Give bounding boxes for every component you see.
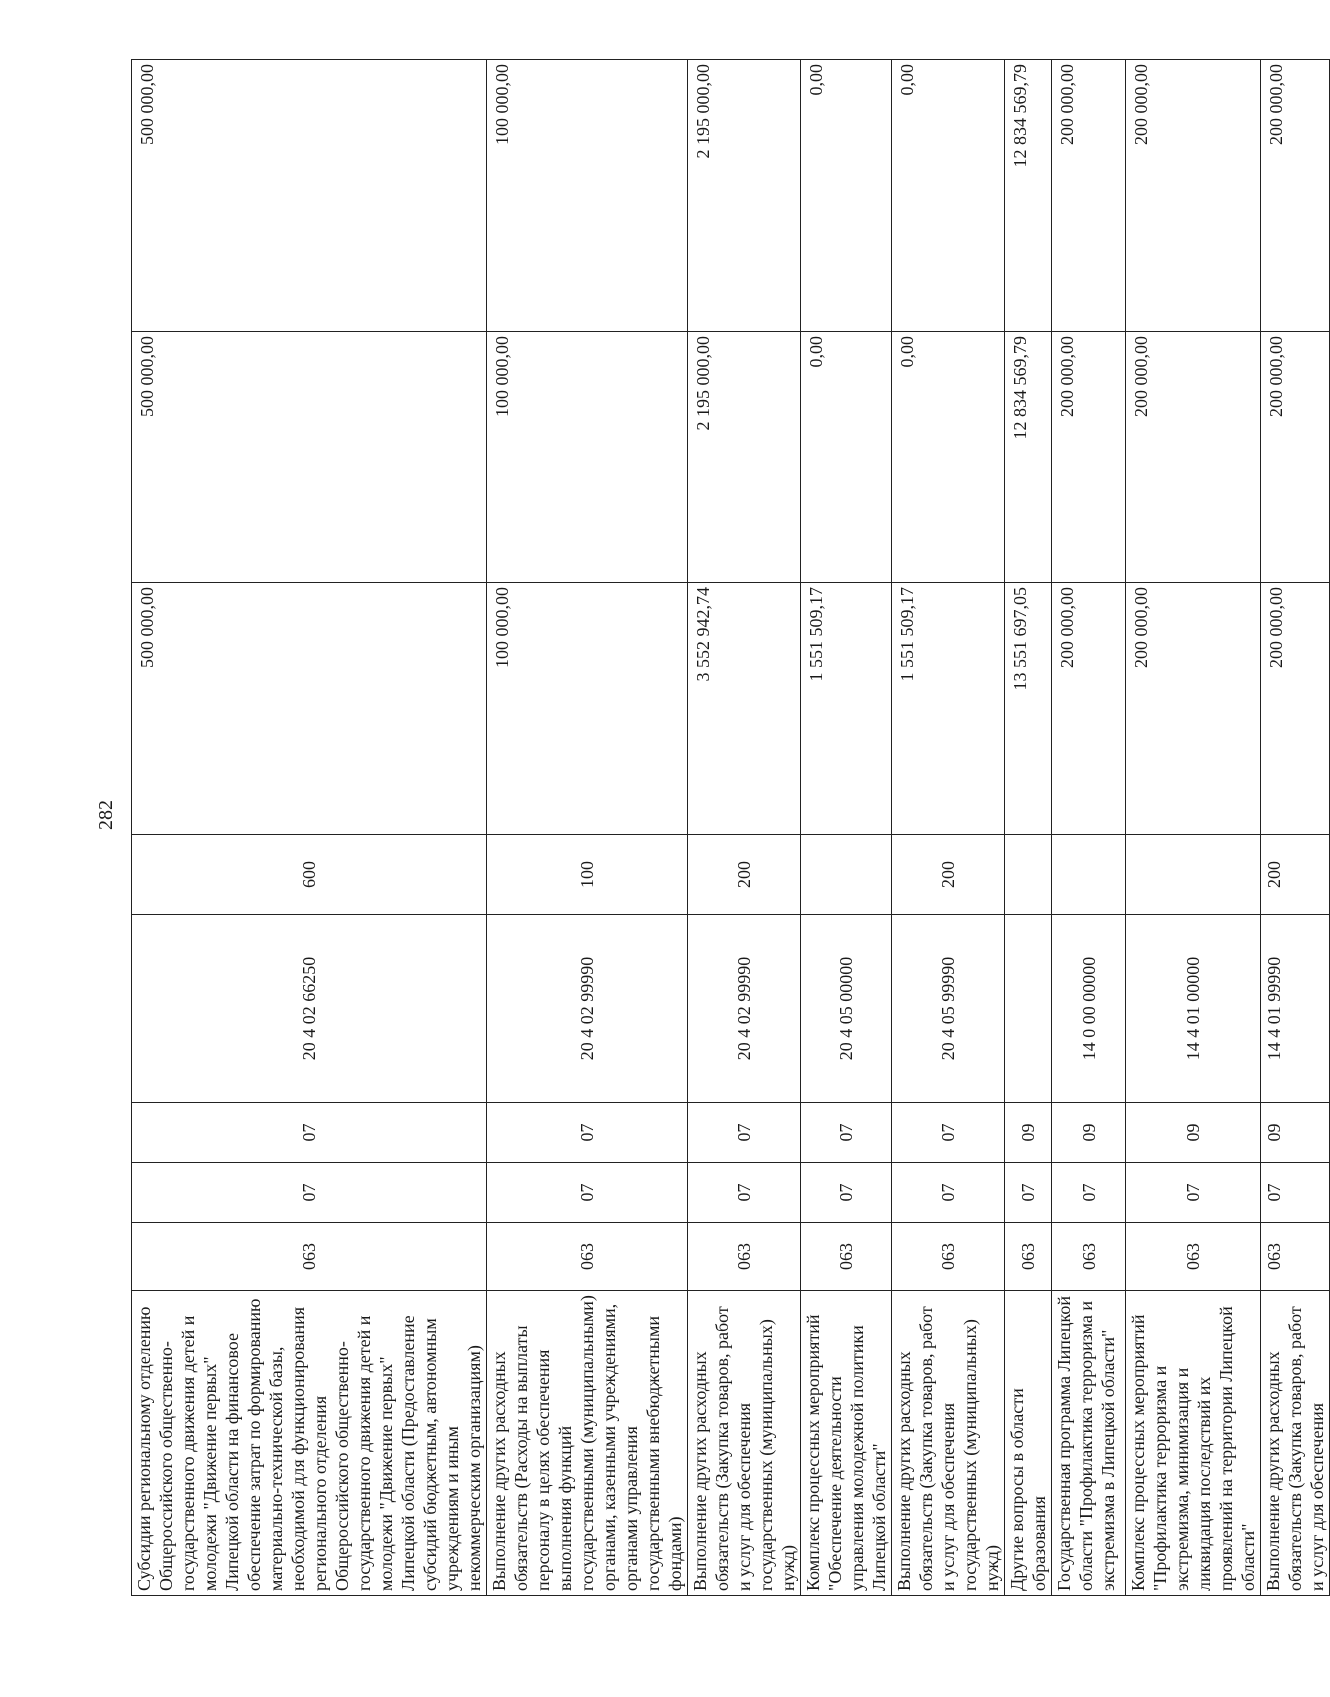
row-sum-3: 100 000,00 <box>487 60 688 332</box>
row-sum-1: 200 000,00 <box>1052 583 1126 835</box>
row-target-article: 20 4 02 99990 <box>688 915 801 1103</box>
row-sum-3: 0,00 <box>892 60 1005 332</box>
row-grbs: 063 <box>688 1223 801 1291</box>
row-subsection: 09 <box>1052 1103 1126 1163</box>
row-subsection: 09 <box>1126 1103 1261 1163</box>
row-expense-type <box>801 835 892 915</box>
row-subsection: 07 <box>892 1103 1005 1163</box>
row-section: 07 <box>132 1163 487 1223</box>
row-target-article <box>1005 915 1052 1103</box>
row-sum-2: 2 195 000,00 <box>688 332 801 583</box>
row-sum-2: 500 000,00 <box>132 332 487 583</box>
row-target-article: 20 4 02 66250 <box>132 915 487 1103</box>
row-target-article: 14 4 01 99990 <box>1261 915 1330 1103</box>
row-grbs: 063 <box>132 1223 487 1291</box>
row-sum-1: 500 000,00 <box>132 583 487 835</box>
row-target-article: 20 4 05 00000 <box>801 915 892 1103</box>
row-grbs: 063 <box>892 1223 1005 1291</box>
row-section: 07 <box>801 1163 892 1223</box>
row-grbs: 063 <box>1261 1223 1330 1291</box>
table-row <box>1005 60 1052 1596</box>
page-number: 282 <box>95 800 117 830</box>
row-name: Выполнение других расходных обязательств (Закупка товаров, работ и услуг для обеспечения <box>1261 1291 1330 1596</box>
row-target-article: 20 4 02 99990 <box>487 915 688 1103</box>
table-row <box>487 60 688 1596</box>
row-sum-2: 200 000,00 <box>1261 332 1330 583</box>
row-subsection: 09 <box>1005 1103 1052 1163</box>
row-name: Выполнение других расходных обязательств (Закупка товаров, работ и услуг для обеспечения государственных (муниципальных) нужд) <box>688 1291 801 1596</box>
row-section: 07 <box>892 1163 1005 1223</box>
row-subsection: 07 <box>688 1103 801 1163</box>
row-expense-type <box>1005 835 1052 915</box>
row-expense-type <box>1126 835 1261 915</box>
table-row <box>1126 60 1261 1596</box>
row-sum-1: 13 551 697,05 <box>1005 583 1052 835</box>
row-target-article: 20 4 05 99990 <box>892 915 1005 1103</box>
table-row <box>892 60 1005 1596</box>
table-row <box>688 60 801 1596</box>
row-subsection: 07 <box>801 1103 892 1163</box>
row-sum-1: 200 000,00 <box>1261 583 1330 835</box>
row-section: 07 <box>688 1163 801 1223</box>
row-sum-2: 200 000,00 <box>1126 332 1261 583</box>
row-sum-1: 1 551 509,17 <box>892 583 1005 835</box>
row-sum-3: 200 000,00 <box>1126 60 1261 332</box>
row-name: Другие вопросы в области образования <box>1005 1291 1052 1596</box>
table-row <box>801 60 892 1596</box>
row-section: 07 <box>1261 1163 1330 1223</box>
row-sum-2: 0,00 <box>801 332 892 583</box>
row-sum-1: 3 552 942,74 <box>688 583 801 835</box>
row-grbs: 063 <box>801 1223 892 1291</box>
row-section: 07 <box>487 1163 688 1223</box>
row-name: Комплекс процессных мероприятий "Обеспечение деятельности управления молодежной политики Липецкой области" <box>801 1291 892 1596</box>
table-row <box>132 60 487 1596</box>
row-sum-1: 1 551 509,17 <box>801 583 892 835</box>
row-expense-type: 200 <box>688 835 801 915</box>
row-expense-type: 100 <box>487 835 688 915</box>
row-section: 07 <box>1005 1163 1052 1223</box>
row-expense-type: 600 <box>132 835 487 915</box>
row-section: 07 <box>1126 1163 1261 1223</box>
row-sum-1: 200 000,00 <box>1126 583 1261 835</box>
row-name: Комплекс процессных мероприятий "Профилактика терроризма и экстремизма, минимизация и ликвидация последствий их проявлений на территории Липецкой области" <box>1126 1291 1261 1596</box>
row-subsection: 09 <box>1261 1103 1330 1163</box>
row-section: 07 <box>1052 1163 1126 1223</box>
row-grbs: 063 <box>1126 1223 1261 1291</box>
row-grbs: 063 <box>1052 1223 1126 1291</box>
row-expense-type <box>1052 835 1126 915</box>
table-row <box>1261 60 1330 1596</box>
row-name: Выполнение других расходных обязательств (Закупка товаров, работ и услуг для обеспечения государственных (муниципальных) нужд) <box>892 1291 1005 1596</box>
row-target-article: 14 0 00 00000 <box>1052 915 1126 1103</box>
row-expense-type: 200 <box>1261 835 1330 915</box>
row-sum-3: 2 195 000,00 <box>688 60 801 332</box>
row-grbs: 063 <box>1005 1223 1052 1291</box>
row-name: Государственная программа Липецкой области "Профилактика терроризма и экстремизма в Липецкой области" <box>1052 1291 1126 1596</box>
row-subsection: 07 <box>487 1103 688 1163</box>
table-row <box>1052 60 1126 1596</box>
row-sum-3: 500 000,00 <box>132 60 487 332</box>
row-sum-3: 200 000,00 <box>1052 60 1126 332</box>
row-name: Субсидии региональному отделению Общероссийского общественно-государственного движения детей и молодежи "Движение первых" Липецкой области на финансовое обеспечение затрат по формированию материально-технической базы, необходимой для функционирования регионального отделения Общероссийского общественно-государственного движения детей и молодежи "Движение первых" Липецкой области (Предоставление субсидий бюджетным, автономным учреждениям и иным некоммерческим организациям) <box>132 1291 487 1596</box>
row-name: Выполнение других расходных обязательств (Расходы на выплаты персоналу в целях обеспечения выполнения функций государственными (муниципальными) органами, казенными учреждениями, органами управления государственными внебюджетными фондами) <box>487 1291 688 1596</box>
budget-table <box>131 59 1330 1596</box>
row-sum-3: 200 000,00 <box>1261 60 1330 332</box>
row-sum-2: 12 834 569,79 <box>1005 332 1052 583</box>
row-sum-2: 0,00 <box>892 332 1005 583</box>
row-expense-type: 200 <box>892 835 1005 915</box>
row-target-article: 14 4 01 00000 <box>1126 915 1261 1103</box>
row-sum-1: 100 000,00 <box>487 583 688 835</box>
row-sum-3: 12 834 569,79 <box>1005 60 1052 332</box>
row-sum-2: 200 000,00 <box>1052 332 1126 583</box>
row-grbs: 063 <box>487 1223 688 1291</box>
row-subsection: 07 <box>132 1103 487 1163</box>
rotated-budget-table-wrapper <box>131 60 1327 1596</box>
row-sum-3: 0,00 <box>801 60 892 332</box>
row-sum-2: 100 000,00 <box>487 332 688 583</box>
